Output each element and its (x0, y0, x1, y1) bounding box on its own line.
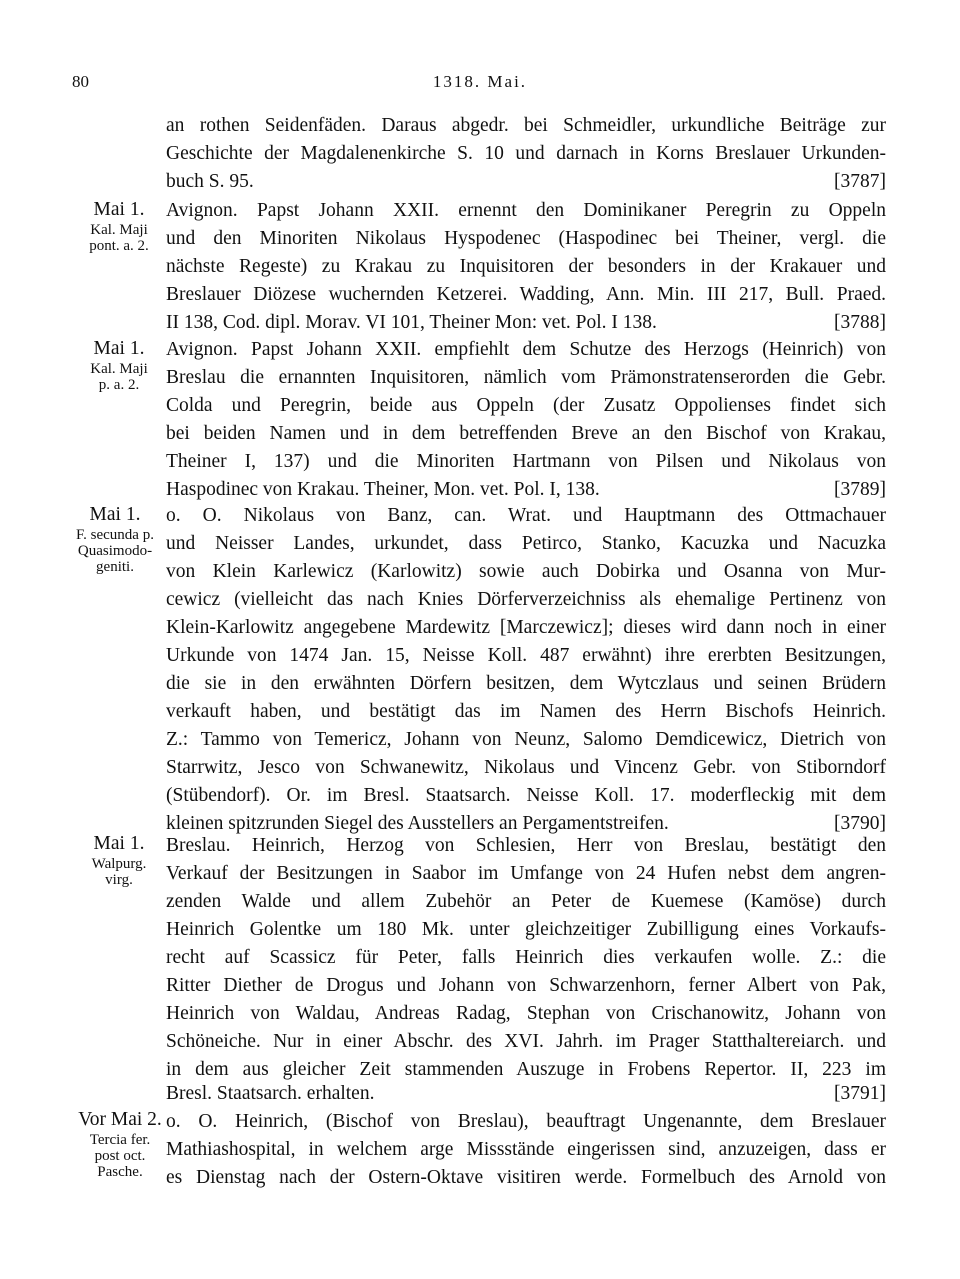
text-line: cewicz (vielleicht das nach Knies Dörferverzeichniss als ehemalige Pertinenz von (166, 589, 886, 610)
margin-note-line: p. a. 2. (98, 377, 140, 393)
text-line: bei beiden Namen und in dem betreffenden Breve an den Bischof von Krakau, (166, 423, 886, 444)
regest-number: [3790] (834, 813, 886, 834)
text-line: Z.: Tammo von Temericz, Johann von Neunz, Salomo Demdicewicz, Dietrich von (166, 729, 886, 750)
text-line: die sie in den erwähnten Dörfern besitzen, dem Wytczlaus und seinen Brüdern (166, 673, 886, 694)
text-line: II 138, Cod. dipl. Morav. VI 101, Theiner Mon: vet. Pol. I 138. (166, 312, 657, 333)
text-line: Urkunde von 1474 Jan. 15, Neisse Koll. 487 erwähnt) ihre ererbten Besitzungen, (166, 645, 886, 666)
text-line: Colda und Peregrin, beide aus Oppeln (der Zusatz Oppolienses findet sich (166, 395, 886, 416)
text-line: Bresl. Staatsarch. erhalten. (166, 1083, 375, 1104)
text-line: (Stübendorf). Or. im Bresl. Staatsarch. Neisse Koll. 17. moderfleckig mit dem (166, 785, 886, 806)
margin-note-line: Tercia fer. (89, 1132, 151, 1148)
text-line-with-ref (166, 168, 886, 196)
margin-note-3790 (72, 503, 158, 575)
text-line: an rothen Seidenfäden. Daraus abgedr. bei Schmeidler, urkundliche Beiträge zur (166, 115, 886, 136)
margin-date: Mai 1. (93, 199, 145, 220)
margin-note-line: Quasimodo- (77, 543, 153, 559)
text-line: in dem aus gleicher Zeit stammenden Auszuge in Frobens Repertor. II, 223 im (166, 1059, 886, 1080)
text-line: und den Minoriten Nikolaus Hyspodenec (Haspodinec bei Theiner, vergl. die (166, 228, 886, 249)
text-line: Breslau die ernannten Inquisitoren, nämlich vom Prämonstratenserorden die Gebr. (166, 367, 886, 388)
text-line: Heinrich Golentke um 180 Mk. unter gleichzeitiger Zubilligung eines Vorkaufs- (166, 919, 886, 940)
text-line: Avignon. Papst Johann XXII. ernennt den Dominikaner Peregrin zu Oppeln (166, 200, 886, 221)
margin-note-line: F. secunda p. (76, 527, 154, 543)
regest-number: [3791] (834, 1083, 886, 1104)
text-line: Ritter Diether de Drogus und Johann von Schwarzenhorn, ferner Albert von Pak, (166, 975, 886, 996)
margin-note-line: Pasche. (97, 1164, 143, 1180)
running-title: 1318. Mai. (432, 72, 528, 91)
page-number: 80 (72, 72, 89, 91)
margin-date: Mai 1. (93, 338, 145, 359)
text-line: Verkauf der Besitzungen in Saabor im Umfange von 24 Hufen nebst dem angren- (166, 863, 886, 884)
text-line-with-ref (166, 476, 886, 504)
text-line: Theiner I, 137) und die Minoriten Hartmann von Pilsen und Nikolaus von (166, 451, 886, 472)
margin-note-line: Kal. Maji (90, 361, 148, 377)
text-line: recht auf Scassicz für Peter, falls Heinrich dies verkaufen wolle. Z.: die (166, 947, 886, 968)
text-line: verkauft haben, und bestätigt das im Namen des Herrn Bischofs Heinrich. (166, 701, 886, 722)
text-line: Geschichte der Magdalenenkirche S. 10 und darnach in Korns Breslauer Urkunden- (166, 143, 886, 164)
margin-note-line: Walpurg. (91, 856, 147, 872)
text-line: es Dienstag nach der Ostern-Oktave visitiren werde. Formelbuch des Arnold von (166, 1167, 886, 1188)
margin-note-3789 (76, 337, 162, 393)
text-line: Avignon. Papst Johann XXII. empfiehlt dem Schutze des Herzogs (Heinrich) von (166, 339, 886, 360)
text-line: Haspodinec von Krakau. Theiner, Mon. vet. Pol. I, 138. (166, 479, 600, 500)
text-line: o. O. Nikolaus von Banz, can. Wrat. und Hauptmann des Ottmachauer (166, 505, 886, 526)
text-line-with-ref (166, 1080, 886, 1108)
text-line: kleinen spitzrunden Siegel des Ausstellers an Pergamentstreifen. (166, 813, 669, 834)
text-line: Mathiashospital, in welchem arge Missstände eingerissen sind, anzuzeigen, dass er (166, 1139, 886, 1160)
text-line: zenden Walde und allem Zubehör an Peter de Kuemese (Kamöse) durch (166, 891, 886, 912)
margin-note-3791 (76, 832, 162, 888)
regest-number: [3788] (834, 312, 886, 333)
regest-number: [3789] (834, 479, 886, 500)
text-line: und Neisser Landes, urkundet, dass Petirco, Stanko, Kacuzka und Nacuzka (166, 533, 886, 554)
margin-note-line: pont. a. 2. (89, 238, 149, 254)
text-line: Starrwitz, Jesco von Schwanewitz, Nikolaus und Vincenz Gebr. von Stiborndorf (166, 757, 886, 778)
margin-date: Mai 1. (93, 833, 145, 854)
margin-note-line: post oct. (94, 1148, 146, 1164)
margin-date: Mai 1. (89, 504, 141, 525)
text-line: Schöneiche. Nur in einer Abschr. des XVI. Jahrh. im Prager Statthaltereiarch. und (166, 1031, 886, 1052)
text-line: Breslauer Diözese wuchernden Ketzerei. Wadding, Ann. Min. III 217, Bull. Praed. (166, 284, 886, 305)
margin-note-line: virg. (105, 872, 133, 888)
margin-date: Vor Mai 2. (78, 1109, 162, 1130)
regest-number: [3787] (834, 171, 886, 192)
margin-note-line: geniti. (96, 559, 134, 575)
text-line: von Klein Karlewicz (Karlowitz) sowie auch Dobirka und Osanna von Mur- (166, 561, 886, 582)
margin-note-line: Kal. Maji (90, 222, 148, 238)
text-line: Breslau. Heinrich, Herzog von Schlesien, Herr von Breslau, bestätigt den (166, 835, 886, 856)
margin-note-next (72, 1108, 168, 1180)
text-line: nächste Regeste) zu Krakau zu Inquisitoren der besonders in der Krakauer und (166, 256, 886, 277)
text-line: Heinrich von Waldau, Andreas Radag, Stephan von Crischanowitz, Johann von (166, 1003, 886, 1024)
text-line: o. O. Heinrich, (Bischof von Breslau), beauftragt Ungenannte, dem Breslauer (166, 1111, 886, 1132)
text-line: Klein-Karlowitz angegebene Mardewitz [Marczewicz]; dieses wird dann noch in einer (166, 617, 886, 638)
text-line: buch S. 95. (166, 171, 254, 192)
text-line-with-ref (166, 309, 886, 337)
margin-note-3788 (76, 198, 162, 254)
